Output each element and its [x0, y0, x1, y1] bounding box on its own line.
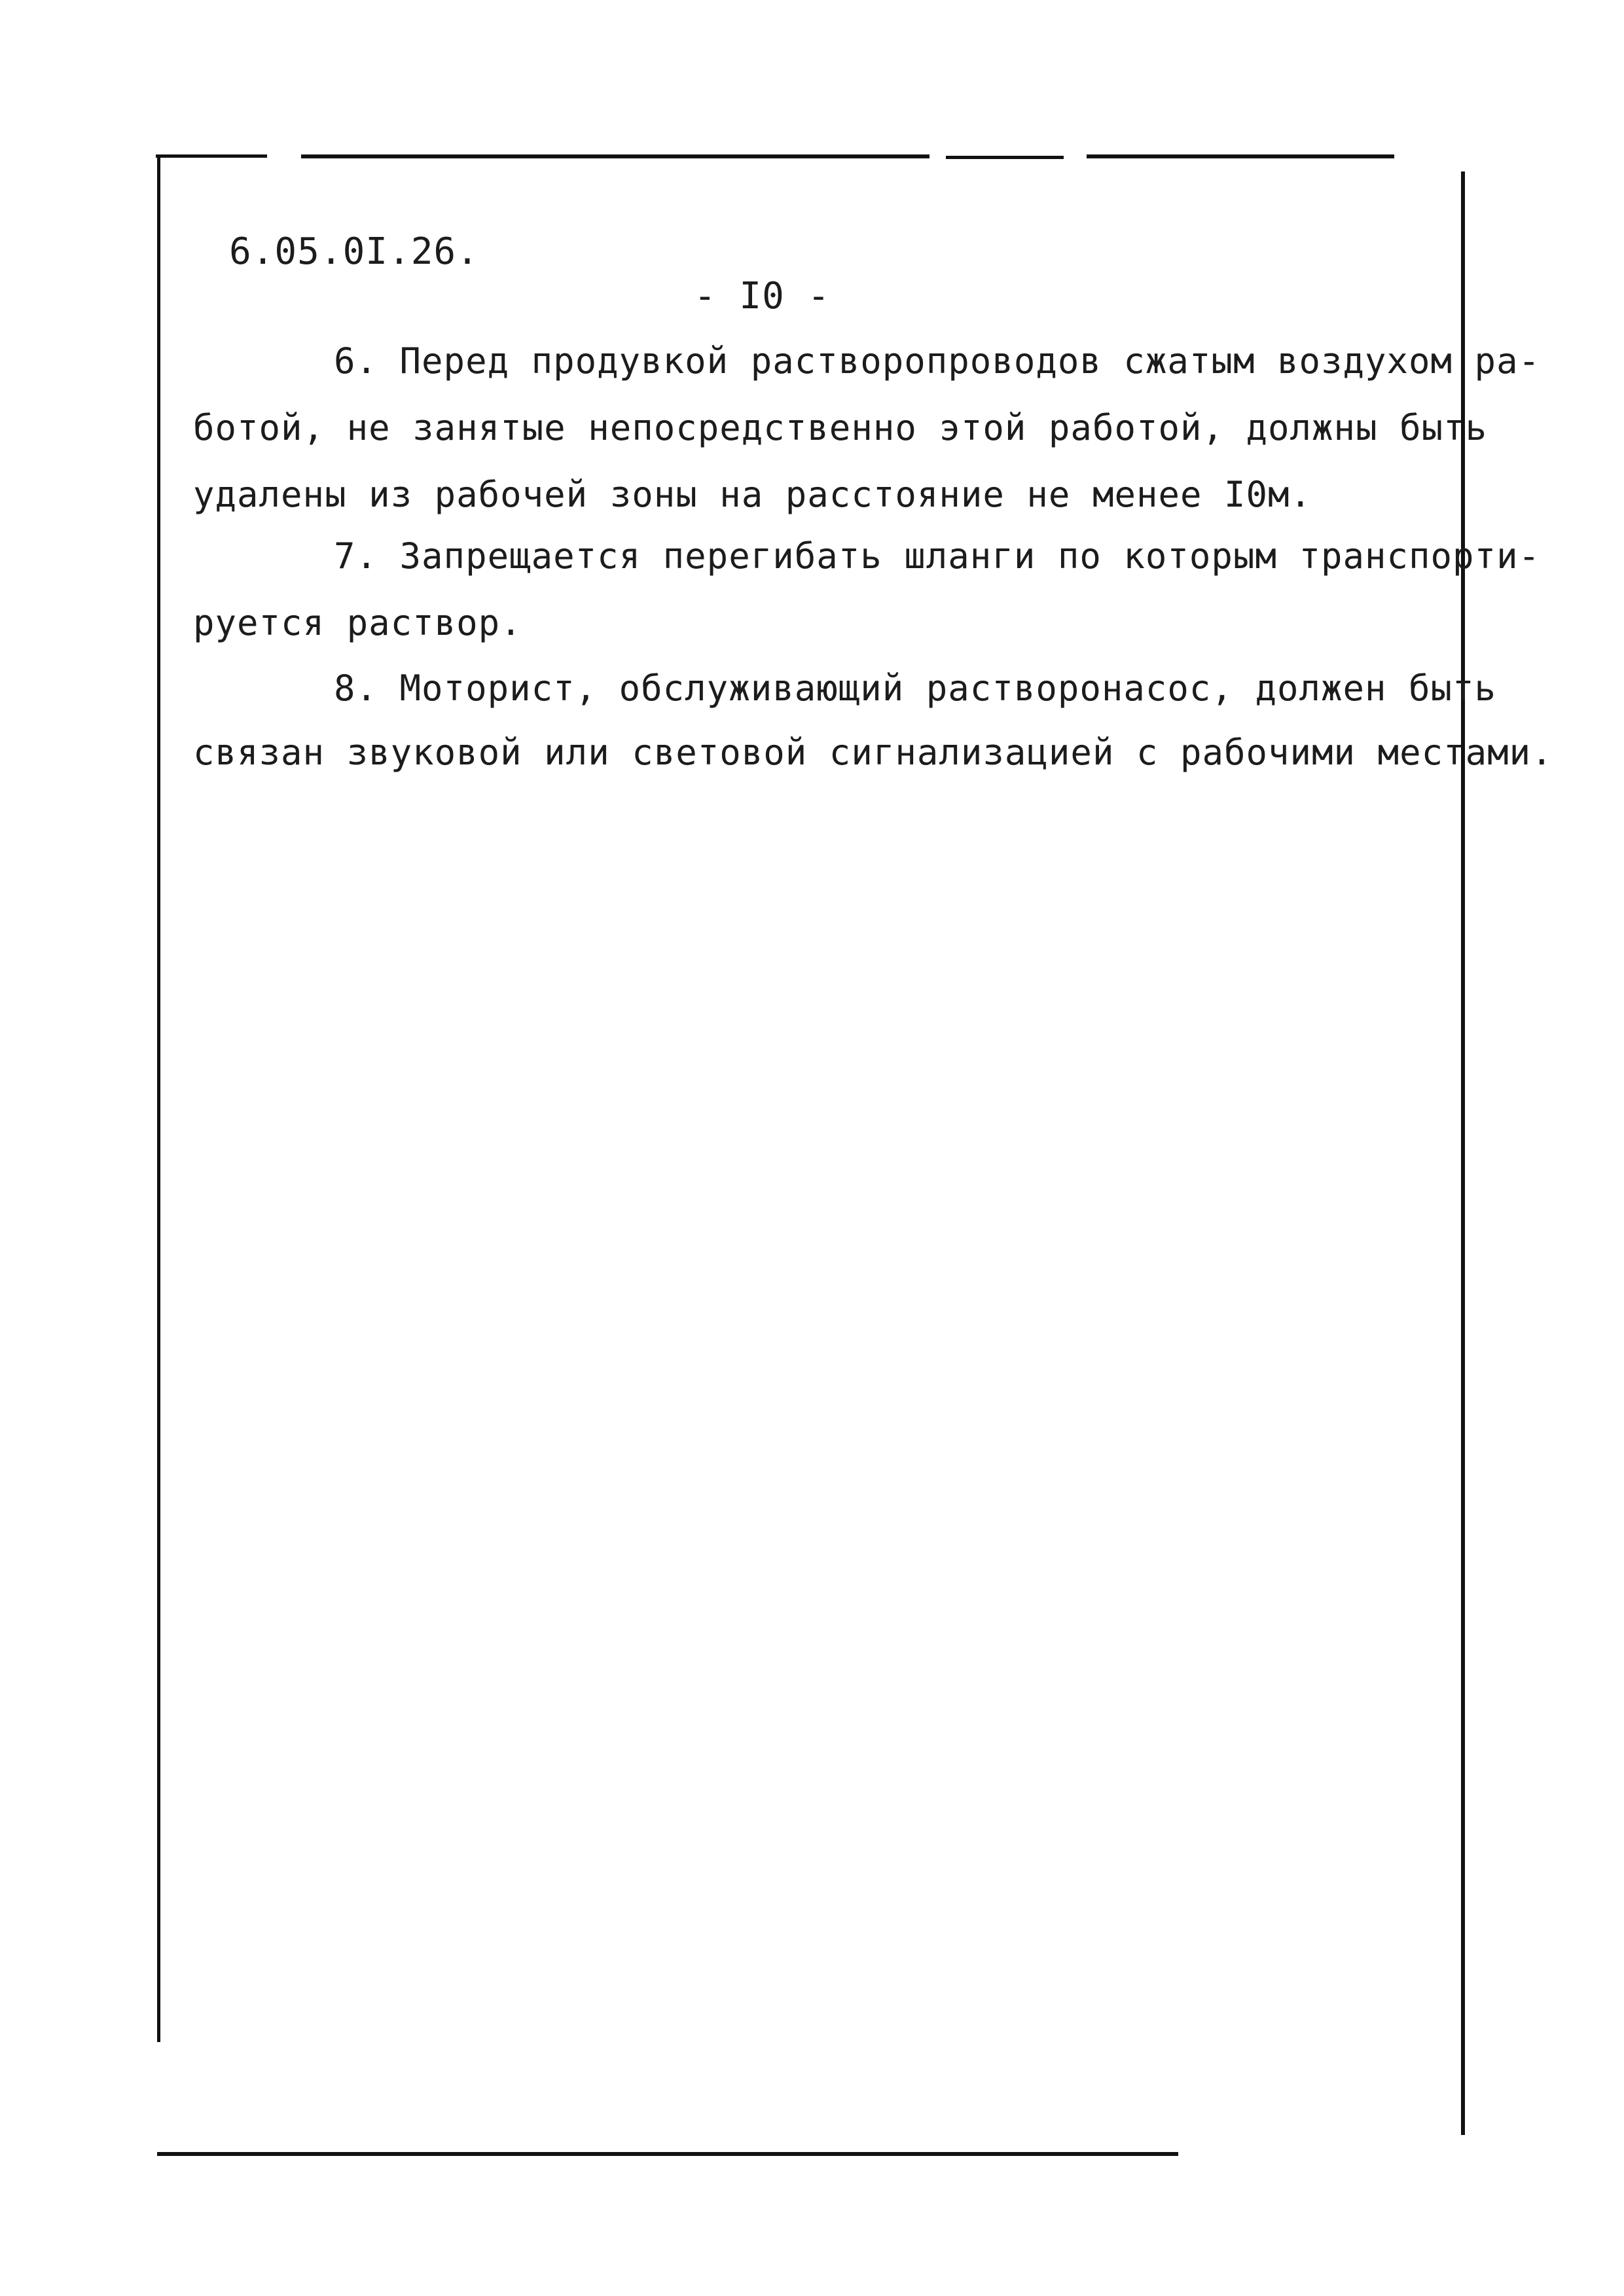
page-number: - I0 - [694, 275, 831, 317]
text-line: руется раствор. [193, 602, 522, 643]
text-line: 8. Моторист, обслуживающий растворонасос, должен быть [334, 668, 1497, 709]
text-line: 7. Запрещается перегибать шланги по которым транспорти- [334, 535, 1541, 577]
frame-left-border [157, 157, 160, 2042]
frame-top-segment [301, 154, 929, 158]
frame-bottom-border [157, 2152, 1178, 2156]
frame-top-segment [946, 156, 1064, 159]
document-code: 6.05.0I.26. [229, 230, 479, 273]
text-line: ботой, не занятые непосредственно этой работой, должны быть [193, 407, 1488, 448]
text-line: удалены из рабочей зоны на расстояние не менее I0м. [193, 474, 1312, 515]
frame-top-segment [1087, 154, 1394, 158]
frame-right-border [1461, 171, 1465, 2135]
frame-top-segment [156, 154, 267, 158]
text-line: 6. Перед продувкой растворопроводов сжатым воздухом ра- [334, 340, 1541, 382]
text-line: связан звуковой или световой сигнализацией с рабочими местами. [193, 732, 1553, 773]
